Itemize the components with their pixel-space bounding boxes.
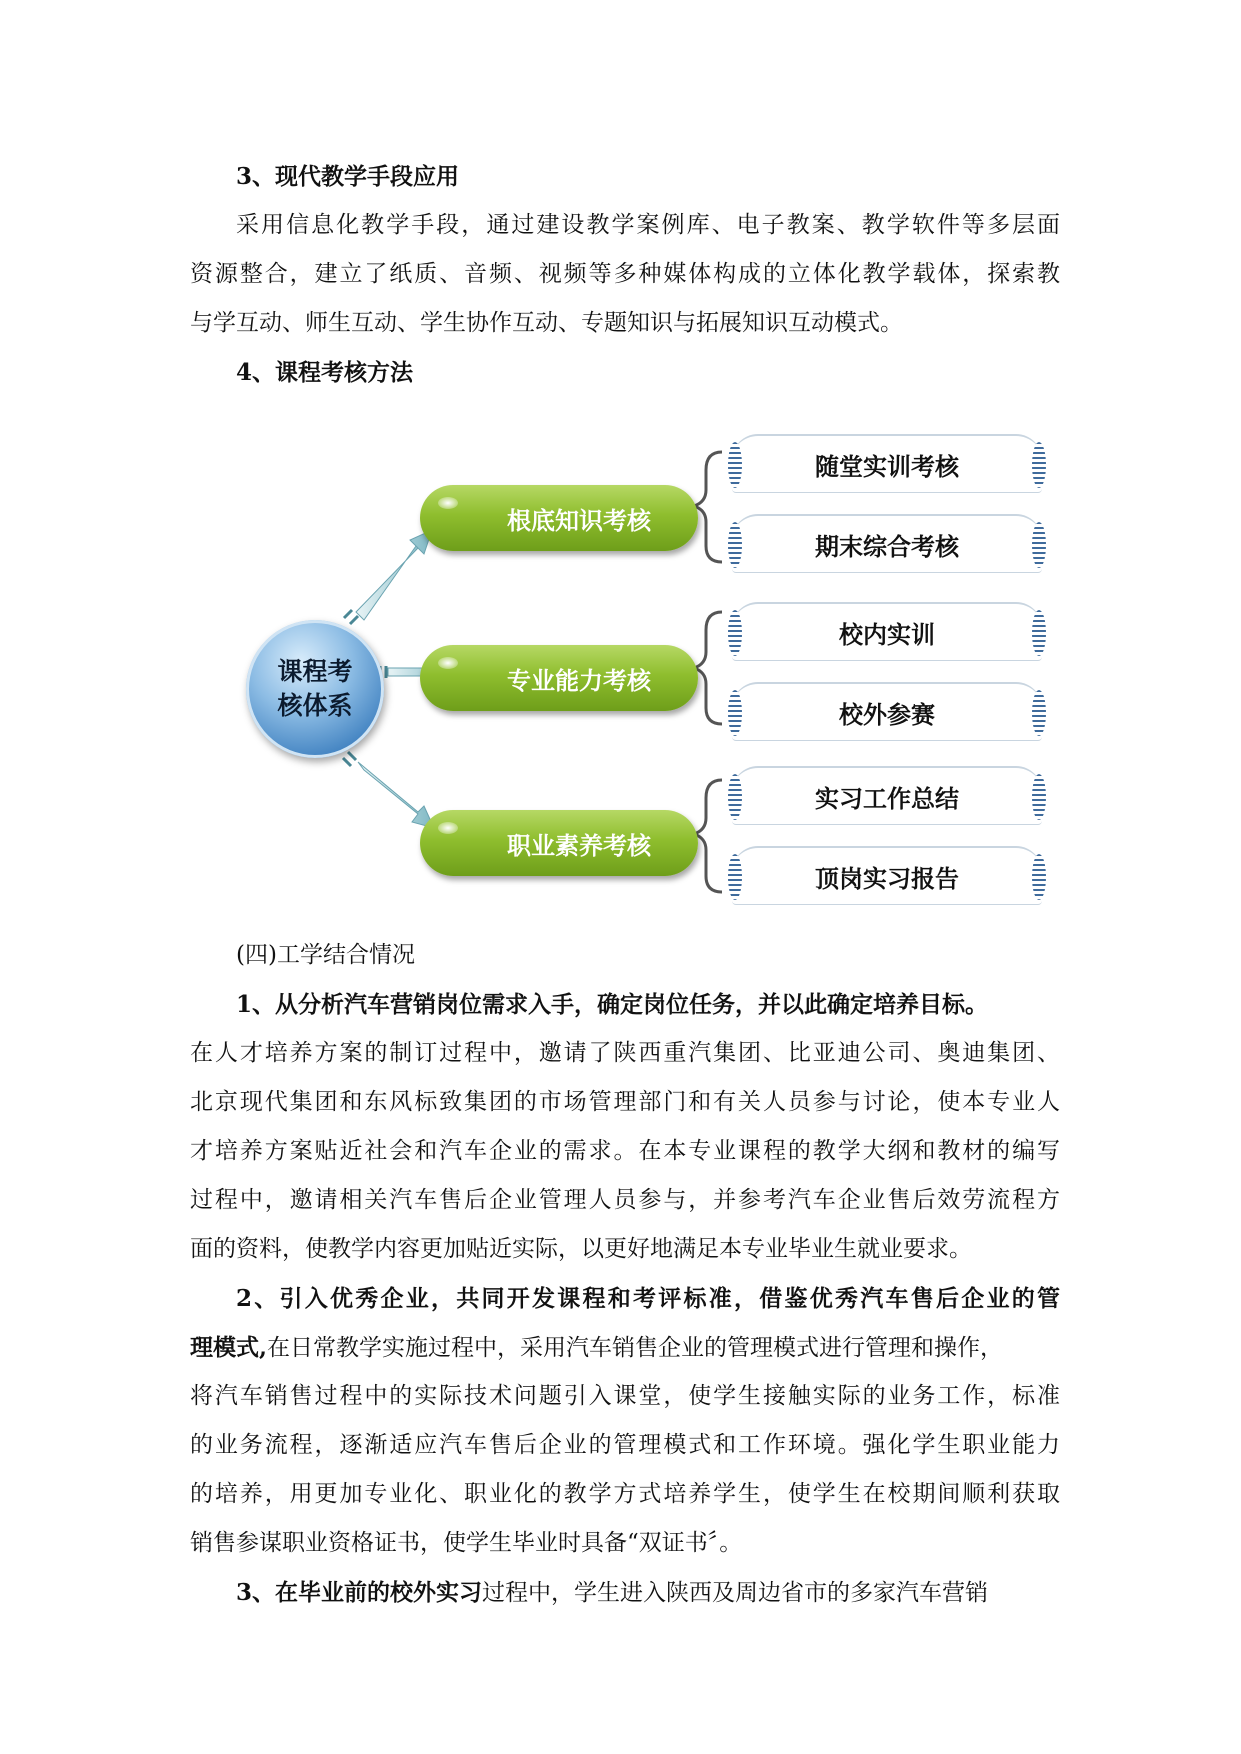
pill-shine <box>438 657 458 669</box>
stripe-decoration <box>1032 690 1046 736</box>
stripe-decoration <box>1032 442 1046 488</box>
stripe-decoration <box>1032 610 1046 656</box>
item-label: 期末综合考核 <box>815 531 959 561</box>
stripe-decoration <box>728 442 742 488</box>
stripe-decoration <box>728 774 742 820</box>
p3-bold-lead: 3、在毕业前的校外实习 <box>236 1579 483 1606</box>
p2-bold-line-1: 2、引入优秀企业，共同开发课程和考评标准，借鉴优秀汽车售后企业的管 <box>236 1285 1060 1312</box>
brace-3 <box>694 780 722 892</box>
pill-shine <box>438 822 458 834</box>
item-box-1-1 <box>732 434 1042 493</box>
brace-1 <box>694 452 722 562</box>
item-label: 随堂实训考核 <box>815 451 959 481</box>
item-label: 顶岗实习报告 <box>815 863 959 893</box>
arrow-up <box>344 530 432 624</box>
item-box-2-2 <box>732 682 1042 741</box>
stripe-decoration <box>728 522 742 568</box>
p1-line-3: 才培养方案贴近社会和汽车企业的需求。在本专业课程的教学大纲和教材的编写 <box>190 1138 1060 1164</box>
section-3-heading: 3、现代教学手段应用 <box>236 163 460 190</box>
p2-line-2 <box>190 1323 1060 1372</box>
stripe-decoration <box>1032 774 1046 820</box>
stripe-decoration <box>728 690 742 736</box>
p1-line-2: 北京现代集团和东风标致集团的市场管理部门和有关人员参与讨论，使本专业人 <box>190 1089 1060 1115</box>
branch-label-1: 根底知识考核 <box>507 505 651 535</box>
item-label: 校内实训 <box>839 619 935 649</box>
item-box-1-2 <box>732 514 1042 573</box>
p2-line-5: 的培养，用更加专业化、职业化的教学方式培养学生，使学生在校期间顺利获取 <box>190 1481 1060 1507</box>
branch-label-3: 职业素养考核 <box>507 830 651 860</box>
section-3-line-2: 资源整合，建立了纸质、音频、视频等多种媒体构成的立体化教学载体，探索教 <box>190 261 1060 287</box>
p1-line-4: 过程中，邀请相关汽车售后企业管理人员参与，并参考汽车企业售后效劳流程方 <box>190 1187 1060 1213</box>
part-4 <box>190 931 1060 1617</box>
p1-line-1: 在人才培养方案的制订过程中，邀请了陕西重汽集团、比亚迪公司、奥迪集团、 <box>190 1040 1060 1066</box>
branch-pill-2 <box>420 645 698 711</box>
branch-pill-3 <box>420 810 698 876</box>
brace-2 <box>694 612 722 724</box>
branch-label-2: 专业能力考核 <box>507 665 651 695</box>
item-box-3-1 <box>732 766 1042 825</box>
part-4-heading: (四)工学结合情况 <box>236 942 415 968</box>
section-3-line-3: 与学互动、师生互动、学生协作互动、专题知识与拓展知识互动模式。 <box>190 310 903 336</box>
p1-bold-lead: 1、从分析汽车营销岗位需求入手，确定岗位任务，并以此确定培养目标。 <box>236 991 989 1018</box>
item-box-3-2 <box>732 846 1042 905</box>
stripe-decoration <box>1032 522 1046 568</box>
item-box-2-1 <box>732 602 1042 661</box>
p2-line-6: 销售参谋职业资格证书，使学生毕业时具备“双证书〞。 <box>190 1530 743 1556</box>
p2-line-4: 的业务流程，逐渐适应汽车售后企业的管理模式和工作环境。强化学生职业能力 <box>190 1432 1060 1458</box>
section-4-heading: 4、课程考核方法 <box>236 359 414 386</box>
p3-rest: 过程中，学生进入陕西及周边省市的多家汽车营销 <box>482 1580 989 1606</box>
stripe-decoration <box>728 854 742 900</box>
item-label: 校外参赛 <box>839 699 935 729</box>
p1-line-5: 面的资料，使教学内容更加贴近实际，以更好地满足本专业毕业生就业要求。 <box>190 1236 972 1262</box>
pill-shine <box>438 497 458 509</box>
section-3-line-1: 采用信息化教学手段，通过建设教学案例库、电子教案、教学软件等多层面 <box>236 212 1060 238</box>
branch-pill-1 <box>420 485 698 551</box>
p2-line-3: 将汽车销售过程中的实际技术问题引入课堂，使学生接触实际的业务工作，标准 <box>190 1383 1060 1409</box>
center-circle <box>246 620 384 758</box>
p3-line-1 <box>190 1568 1060 1617</box>
stripe-decoration <box>1032 854 1046 900</box>
p2-bold-line-2: 理模式, <box>190 1334 268 1361</box>
p2-rest-line-2: 在日常教学实施过程中，采用汽车销售企业的管理模式进行管理和操作， <box>267 1335 1004 1361</box>
item-label: 实习工作总结 <box>815 783 959 813</box>
arrow-down <box>343 752 434 828</box>
stripe-decoration <box>728 610 742 656</box>
center-label: 课程考核体系 <box>277 657 353 720</box>
